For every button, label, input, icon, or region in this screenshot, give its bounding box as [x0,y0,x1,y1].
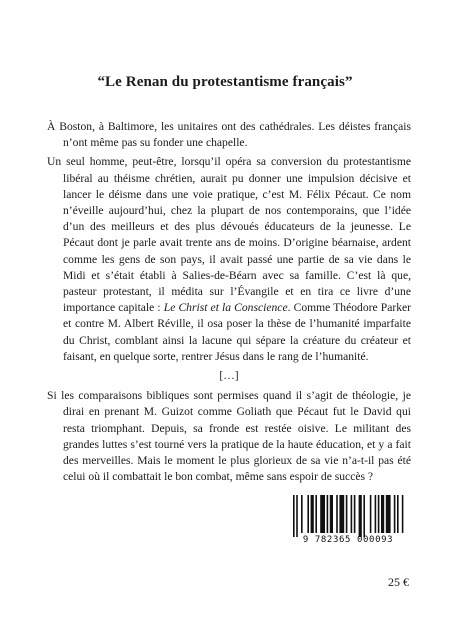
barcode-bar [346,495,348,533]
barcode-bar [320,495,325,533]
isbn-digits: 9 782365 000093 [302,535,394,545]
barcode-bar [359,495,362,537]
barcode-bar [363,495,365,537]
barcode-bar [351,495,353,533]
price-label: 25 € [388,575,409,589]
barcode-icon [287,493,409,537]
barcode-bar [315,495,317,533]
ellipsis-separator: […] [219,369,239,383]
barcode-bar [339,495,344,533]
barcode-bar [378,495,380,533]
book-title: Le Christ et la Conscience [163,301,288,315]
barcode-bar [336,495,338,533]
barcode-bar [327,495,329,533]
barcode-bar [311,495,314,533]
barcode-bar [293,495,295,537]
barcode-bar [375,495,377,533]
barcode-bar [397,495,399,533]
barcode-bar [370,495,372,533]
page-title: “Le Renan du protestantisme français” [97,74,353,90]
barcode-bar [296,495,298,537]
paragraph-3: Si les comparaisons bibliques sont permises quand il s’agit de théologie, je dirai en prenant M. Guizot comme Goliath que Pécaut fut le David qui resta triomphant. Depuis, sa fronde est restée oisive. Le militant des grandes luttes s’est tourné vers la pratique de la haute éducation, et y a fait des merveilles. Mais le moment le plus glorieux de sa vie n’a-t-il pas été celui où il combattait le bon combat, même sans espoir de succès ? [47,389,411,484]
paragraph-1: À Boston, à Baltimore, les unitaires ont des cathédrales. Les déistes français n’ont même pas su fonder une chapelle. [47,120,411,150]
paragraph-2 [47,154,411,365]
body-text [47,119,411,508]
barcode-bar [394,495,396,533]
barcode-bar [354,495,356,533]
barcode-bar [381,495,384,533]
barcode-bar [386,495,391,533]
paragraph-2-start: Un seul homme, peut-être, lorsqu’il opéra sa conversion du protestantisme libéral au théisme chrétien, aurait pu donner une impulsion décisive et lancer le déisme dans une voie pratique, c’est M. Félix Pécaut. Ce nom n’éveille aujourd’hui, chez la plupart de nos contemporains, que l’idée d’un des meilleurs et des plus dévoués éducateurs de la jeunesse. Le Pécaut dont je parle avait trente ans de moins. D’origine béarnaise, ardent comme les gens de son pays, il avait passé une partie de sa vie dans le Midi et s’était établi à Salies-de-Béarn avec sa famille. C’est là que, pasteur protestant, il médita sur l’Évangile et en tira ce livre d’une importance capitale : [47,155,411,315]
barcode-bar [301,495,303,533]
isbn-barcode [287,493,409,551]
paragraph-2-end: . Comme Théodore Parker et contre M. Albert Réville, il osa poser la thèse de l’humanité imparfaite du Christ, comblant ainsi la lacune qui sépare la créature du créateur et faisant, en quelque sorte, rentrer Jésus dans le rang de l’humanité. [63,301,412,363]
barcode-bar [307,495,309,533]
barcode-bar [402,495,404,533]
barcode-bar [330,495,333,533]
